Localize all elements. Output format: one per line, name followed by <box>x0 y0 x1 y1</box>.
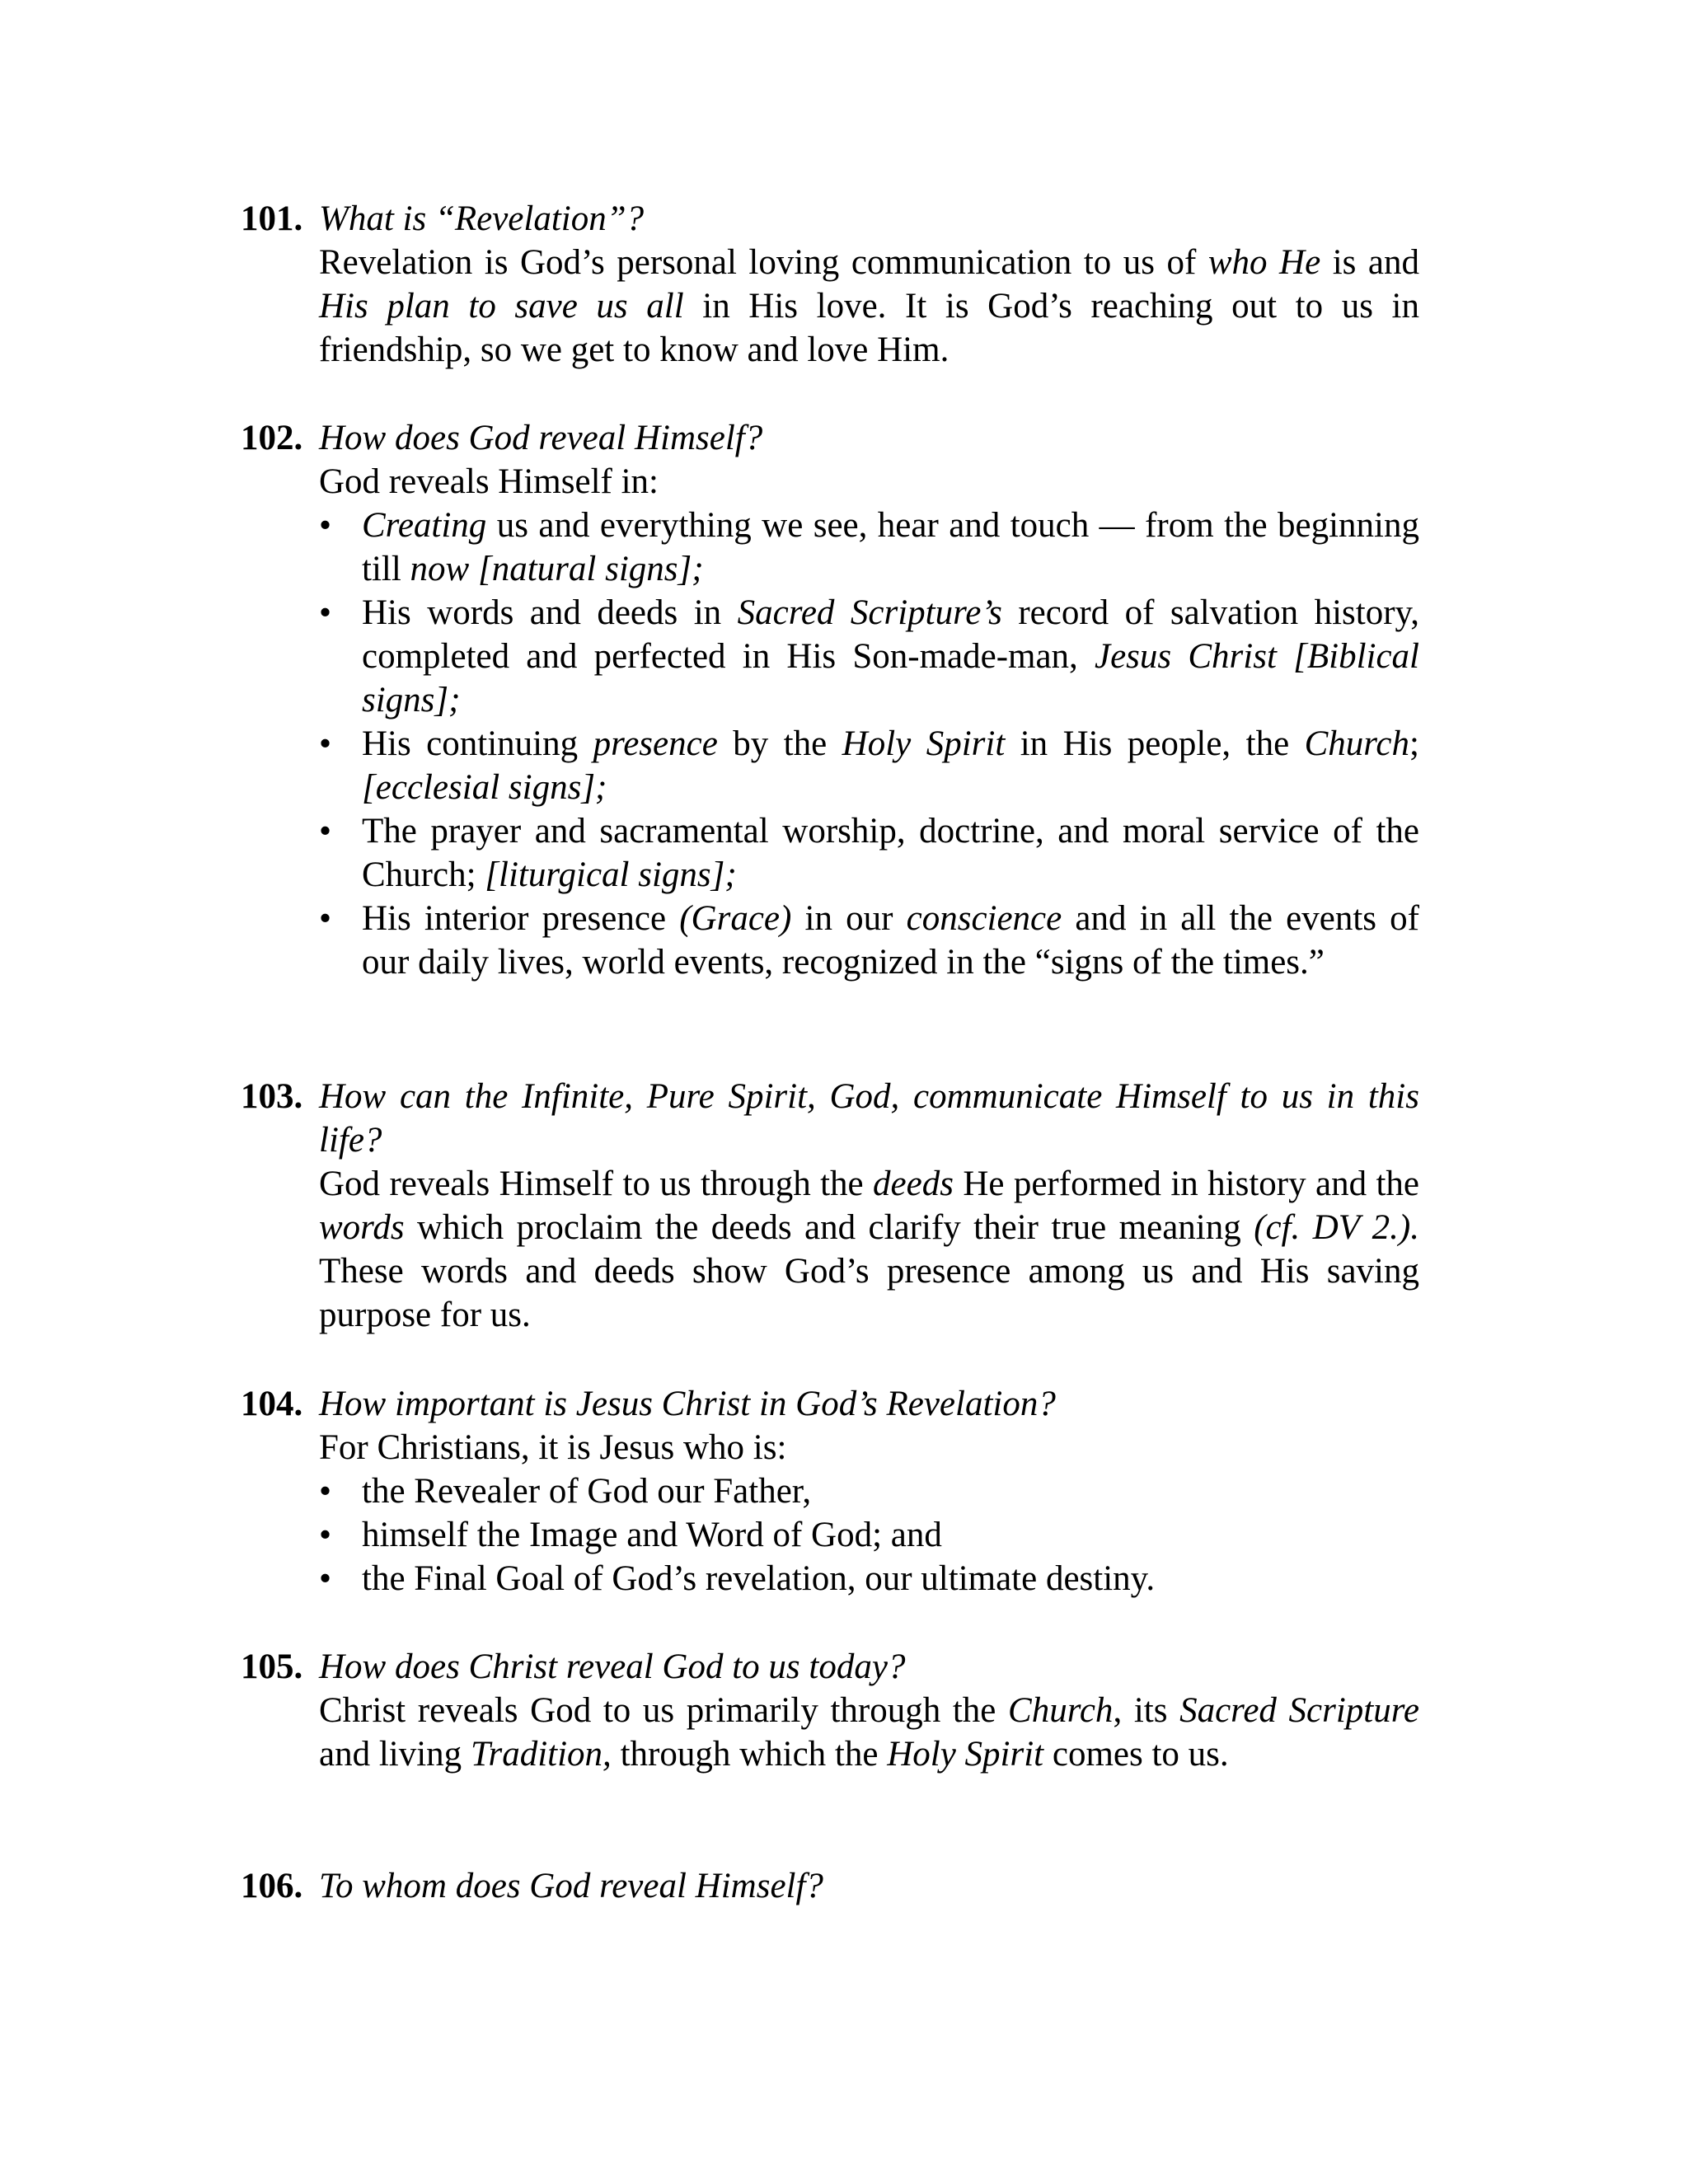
bullet-icon: • <box>319 506 332 545</box>
emphasis: Jesus Christ [Biblical signs]; <box>362 637 1419 719</box>
emphasis: Holy Spirit <box>887 1735 1044 1774</box>
list-item-text: the Final Goal of God’s revelation, our ultimate destiny. <box>362 1559 1156 1598</box>
emphasis: Church <box>1008 1691 1114 1730</box>
question: What is “Revelation”? <box>319 199 645 238</box>
list-item <box>319 722 1419 809</box>
list-item-text: Creating us and everything we see, hear and touch — from the beginning till now [natural signs]; <box>362 506 1419 588</box>
emphasis: words <box>319 1208 405 1247</box>
list-item <box>319 1469 1419 1513</box>
entry-number: 104. <box>241 1385 303 1423</box>
emphasis: presence <box>593 724 718 763</box>
bullet-icon: • <box>319 1516 332 1554</box>
answer-intro: God reveals Himself in: <box>319 462 659 501</box>
emphasis: now [natural signs]; <box>410 550 704 588</box>
bullet-icon: • <box>319 724 332 763</box>
emphasis: Sacred Scripture <box>1179 1691 1419 1730</box>
answer: Christ reveals God to us primarily through the Church, its Sacred Scripture and living Tradition, through which the Holy Spirit comes to us. <box>319 1691 1419 1774</box>
question: How can the Infinite, Pure Spirit, God, communicate Himself to us in this life? <box>319 1077 1419 1160</box>
question: How important is Jesus Christ in God’s Revelation? <box>319 1385 1056 1423</box>
answer: God reveals Himself to us through the deeds He performed in history and the words which proclaim the deeds and clarify their true meaning (cf. DV 2.). These words and deeds show God’s presence among us and His saving purpose for us. <box>319 1165 1420 1334</box>
list-item-text: His interior presence (Grace) in our conscience and in all the events of our daily lives, world events, recognized in the “signs of the times.” <box>362 899 1419 982</box>
list-item <box>319 809 1419 897</box>
list-item-text: His continuing presence by the Holy Spirit in His people, the Church; [ecclesial signs]; <box>362 724 1419 807</box>
emphasis: conscience <box>906 899 1062 938</box>
entry-103 <box>241 1075 1419 1337</box>
emphasis: Tradition, <box>470 1735 612 1774</box>
emphasis: who He <box>1207 243 1321 282</box>
entry-number: 102. <box>241 419 303 457</box>
list-item <box>319 591 1419 722</box>
emphasis: (Grace) <box>679 899 792 938</box>
question: To whom does God reveal Himself? <box>319 1867 823 1905</box>
entry-number: 105. <box>241 1647 303 1686</box>
bullet-list <box>319 504 1419 984</box>
entry-104 <box>241 1382 1419 1601</box>
list-item-text: himself the Image and Word of God; and <box>362 1516 942 1554</box>
emphasis: Sacred Scripture’s <box>737 593 1002 632</box>
bullet-icon: • <box>319 899 332 938</box>
entry-101 <box>241 197 1419 372</box>
list-item-text: The prayer and sacramental worship, doctrine, and moral service of the Church; [liturgical signs]; <box>362 812 1419 894</box>
emphasis: (cf. DV 2.). <box>1254 1208 1420 1247</box>
answer-intro: For Christians, it is Jesus who is: <box>319 1428 787 1467</box>
entry-number: 103. <box>241 1077 303 1116</box>
question: How does God reveal Himself? <box>319 419 763 457</box>
bullet-icon: • <box>319 1472 332 1511</box>
answer: Revelation is God’s personal loving communication to us of who He is and His plan to save us all in His love. It is God’s reaching out to us in friendship, so we get to know and love Him. <box>319 243 1419 369</box>
question: How does Christ reveal God to us today? <box>319 1647 906 1686</box>
list-item-text: His words and deeds in Sacred Scripture’s record of salvation history, completed and perfected in His Son-made-man, Jesus Christ [Biblical signs]; <box>362 593 1420 719</box>
emphasis: [liturgical signs]; <box>485 855 737 894</box>
emphasis: His plan to save us all <box>319 287 684 326</box>
emphasis: [ecclesial signs]; <box>362 768 607 807</box>
emphasis: Creating <box>362 506 487 545</box>
entry-number: 101. <box>241 199 303 238</box>
bullet-icon: • <box>319 812 332 851</box>
entry-102 <box>241 416 1419 984</box>
list-item <box>319 1557 1419 1601</box>
list-item <box>319 504 1419 591</box>
list-item <box>319 1513 1419 1557</box>
entry-105 <box>241 1645 1419 1776</box>
bullet-icon: • <box>319 593 332 632</box>
entry-106 <box>241 1864 1419 1908</box>
emphasis: deeds <box>873 1165 954 1203</box>
bullet-icon: • <box>319 1559 332 1598</box>
list-item-text: the Revealer of God our Father, <box>362 1472 812 1511</box>
bullet-list <box>319 1469 1419 1601</box>
emphasis: Church <box>1304 724 1410 763</box>
list-item <box>319 897 1419 984</box>
entry-number: 106. <box>241 1867 303 1905</box>
emphasis: Holy Spirit <box>842 724 1006 763</box>
